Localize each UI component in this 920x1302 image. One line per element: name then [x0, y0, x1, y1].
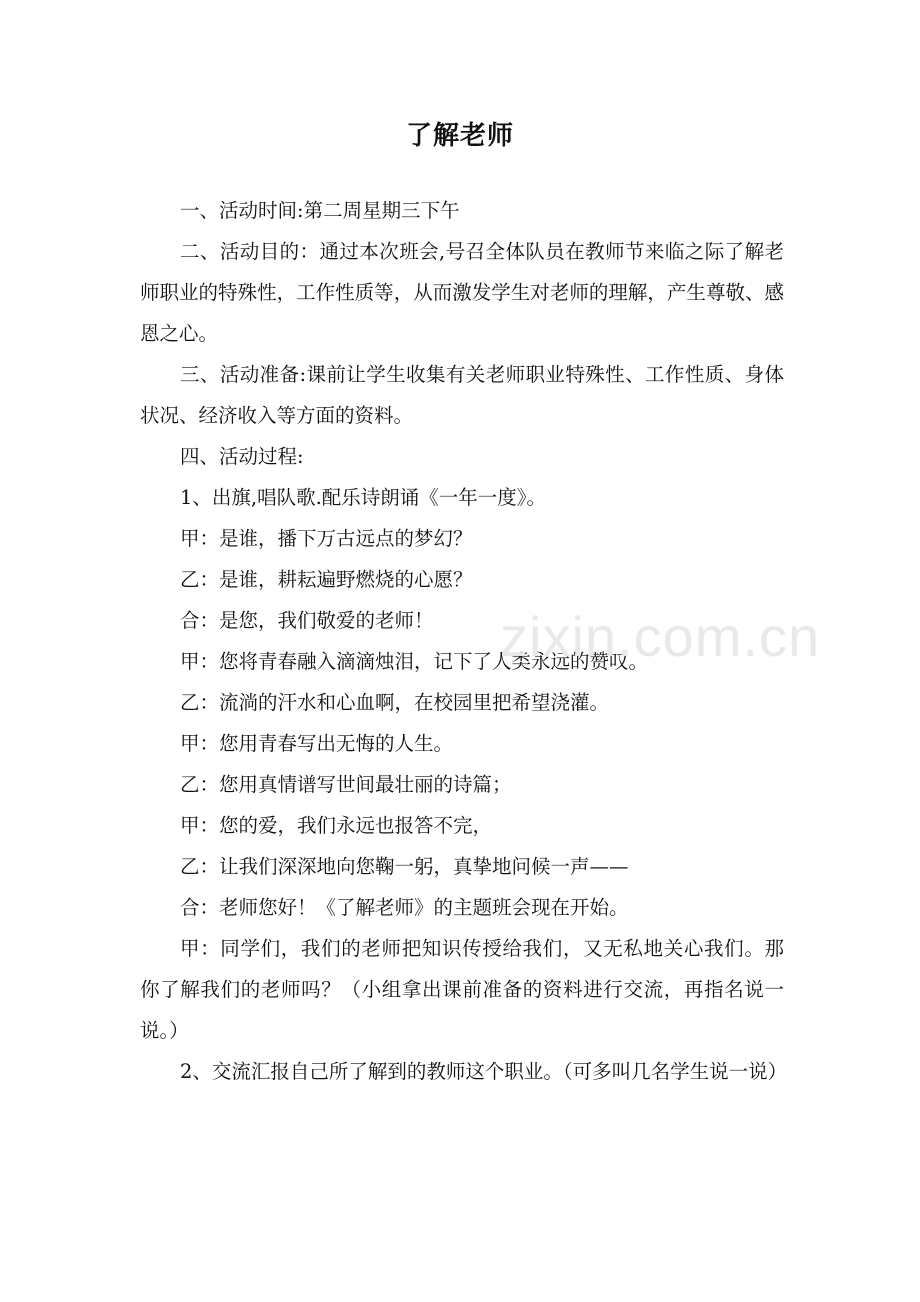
- paragraph-line-9: 乙：让我们深深地向您鞠一躬，真挚地问候一声——: [180, 855, 629, 878]
- paragraph-line-7: 乙：您用真情谱写世间最壮丽的诗篇；: [180, 773, 512, 796]
- paragraph-step-1: 1、出旗,唱队歌.配乐诗朗诵《一年一度》。: [180, 486, 547, 509]
- paragraph-line-3: 合：是您，我们敬爱的老师！: [180, 609, 434, 632]
- paragraph-line-6: 甲：您用青春写出无悔的人生。: [180, 732, 454, 755]
- paragraph-line-4: 甲：您将青春融入滴滴烛泪，记下了人类永远的赞叹。: [180, 650, 649, 673]
- paragraph-line-1: 甲：是谁，播下万古远点的梦幻？: [180, 527, 473, 550]
- paragraph-line-11: 甲：同学们，我们的老师把知识传授给我们，又无私地关心我们。那你了解我们的老师吗？（小组拿出课前准备的资料进行交流，再指名说一说。）: [140, 937, 784, 1042]
- paragraph-line-10: 合：老师您好！《了解老师》的主题班会现在开始。: [180, 896, 629, 919]
- paragraph-activity-process: 四、活动过程:: [180, 445, 304, 468]
- paragraph-line-8: 甲：您的爱，我们永远也报答不完，: [180, 814, 493, 837]
- paragraph-line-2: 乙：是谁，耕耘遍野燃烧的心愿？: [180, 568, 473, 591]
- document-title: 了解老师: [405, 121, 514, 151]
- paragraph-line-5: 乙：流淌的汗水和心血啊，在校园里把希望浇灌。: [180, 691, 610, 714]
- paragraph-step-2: 2、交流汇报自己所了解到的教师这个职业。（可多叫几名学生说一说）: [180, 1060, 788, 1083]
- paragraph-activity-purpose: 二、活动目的：通过本次班会,号召全体队员在教师节来临之际了解老师职业的特殊性，工作性质等，从而激发学生对老师的理解，产生尊敬、感恩之心。: [140, 240, 784, 345]
- watermark-text: zixin.com.cn: [500, 605, 821, 668]
- paragraph-activity-time: 一、活动时间:第二周星期三下午: [180, 199, 460, 222]
- paragraph-activity-preparation: 三、活动准备:课前让学生收集有关老师职业特殊性、工作性质、身体状况、经济收入等方面的资料。: [140, 363, 784, 427]
- document-body: [140, 190, 788, 1092]
